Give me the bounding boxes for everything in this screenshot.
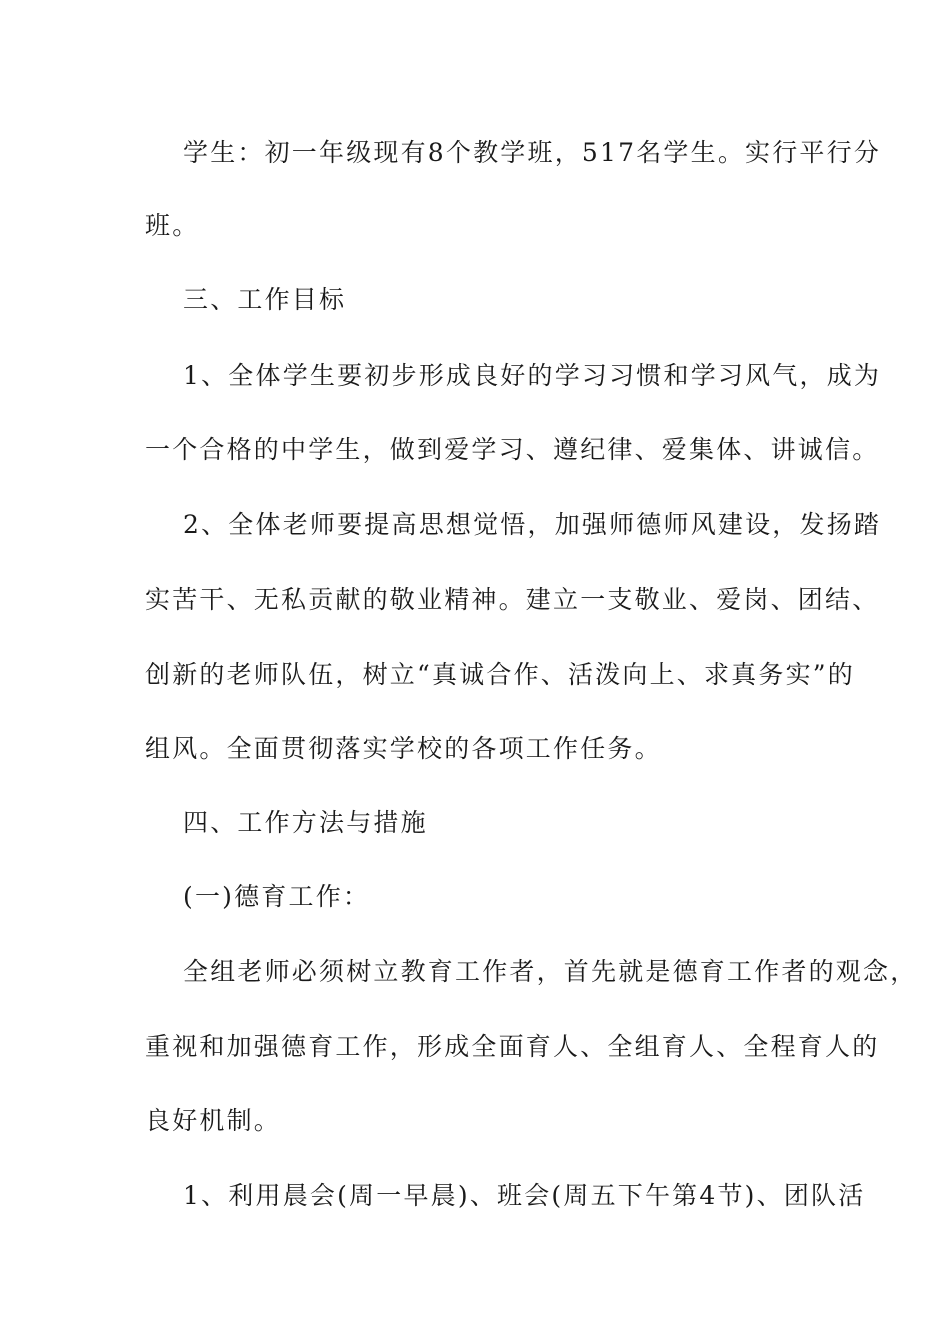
text-line: 重视和加强德育工作，形成全面育人、全组育人、全程育人的 [145,1032,880,1061]
section-heading: 三、工作目标 [183,285,347,314]
text-line: 组风。全面贯彻落实学校的各项工作任务。 [145,734,662,763]
text-line: 班。 [145,211,200,240]
text-line: 全组老师必须树立教育工作者，首先就是德育工作者的观念， [183,957,918,986]
text-line: 实苦干、无私贡献的敬业精神。建立一支敬业、爱岗、团结、 [145,585,880,614]
text-line: 学生：初一年级现有8个教学班，517名学生。实行平行分 [183,138,882,167]
text-line: 1、全体学生要初步形成良好的学习习惯和学习风气，成为 [183,361,882,390]
text-line: 良好机制。 [145,1106,282,1135]
text-line: 2、全体老师要提高思想觉悟，加强师德师风建设，发扬踏 [183,510,882,539]
text-line: 一个合格的中学生，做到爱学习、遵纪律、爱集体、讲诚信。 [145,435,880,464]
subsection-heading: (一)德育工作： [183,882,371,911]
section-heading: 四、工作方法与措施 [183,808,428,837]
text-line: 1、利用晨会(周一早晨)、班会(周五下午第4节)、团队活 [183,1181,866,1210]
text-line: 创新的老师队伍，树立“真诚合作、活泼向上、求真务实”的 [145,660,855,689]
